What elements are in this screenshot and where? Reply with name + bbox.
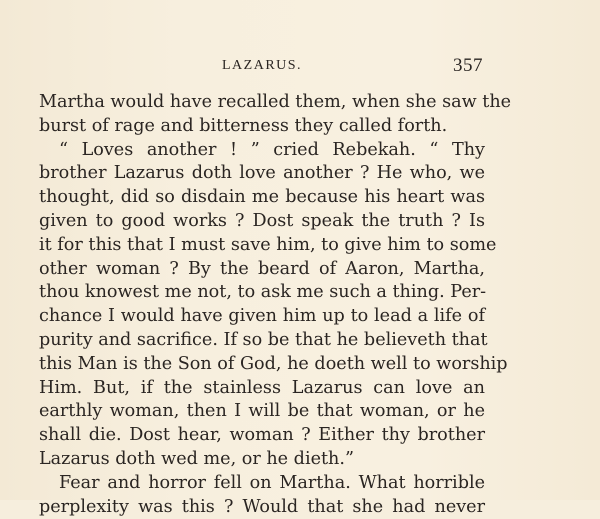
page-number: 357 bbox=[453, 55, 483, 76]
text-line: shall die. Dost hear, woman ? Either thy brother bbox=[39, 425, 485, 446]
text-line: Lazarus doth wed me, or he dieth.” bbox=[39, 448, 354, 469]
text-line: this Man is the Son of God, he doeth well to worship bbox=[39, 353, 508, 374]
text-line: it for this that I must save him, to give him to some bbox=[39, 234, 497, 255]
text-line: brother Lazarus doth love another ? He who, we bbox=[39, 163, 485, 184]
running-title: LAZARUS. bbox=[222, 58, 303, 73]
text-line: Fear and horror fell on Martha. What horrible bbox=[59, 472, 485, 493]
text-line: thought, did so disdain me because his heart was bbox=[39, 187, 485, 208]
text-line: thou knowest me not, to ask me such a thing. Per- bbox=[39, 282, 487, 303]
page-body-text bbox=[39, 91, 512, 519]
text-line: perplexity was this ? Would that she had never bbox=[39, 496, 485, 517]
text-line: “ Loves another ! ” cried Rebekah. “ Thy bbox=[59, 139, 485, 160]
text-line: purity and sacrifice. If so be that he believeth that bbox=[39, 329, 488, 350]
text-line: Martha would have recalled them, when she saw the bbox=[39, 92, 512, 112]
text-line: Him. But, if the stainless Lazarus can love an bbox=[39, 377, 485, 398]
text-line: other woman ? By the beard of Aaron, Martha, bbox=[39, 258, 485, 279]
text-line: given to good works ? Dost speak the truth ? Is bbox=[39, 210, 485, 231]
text-line: earthly woman, then I will be that woman, or he bbox=[39, 401, 485, 422]
text-line: chance I would have given him up to lead a life of bbox=[39, 306, 485, 327]
text-line: burst of rage and bitterness they called forth. bbox=[39, 115, 448, 136]
page-header bbox=[0, 56, 600, 80]
